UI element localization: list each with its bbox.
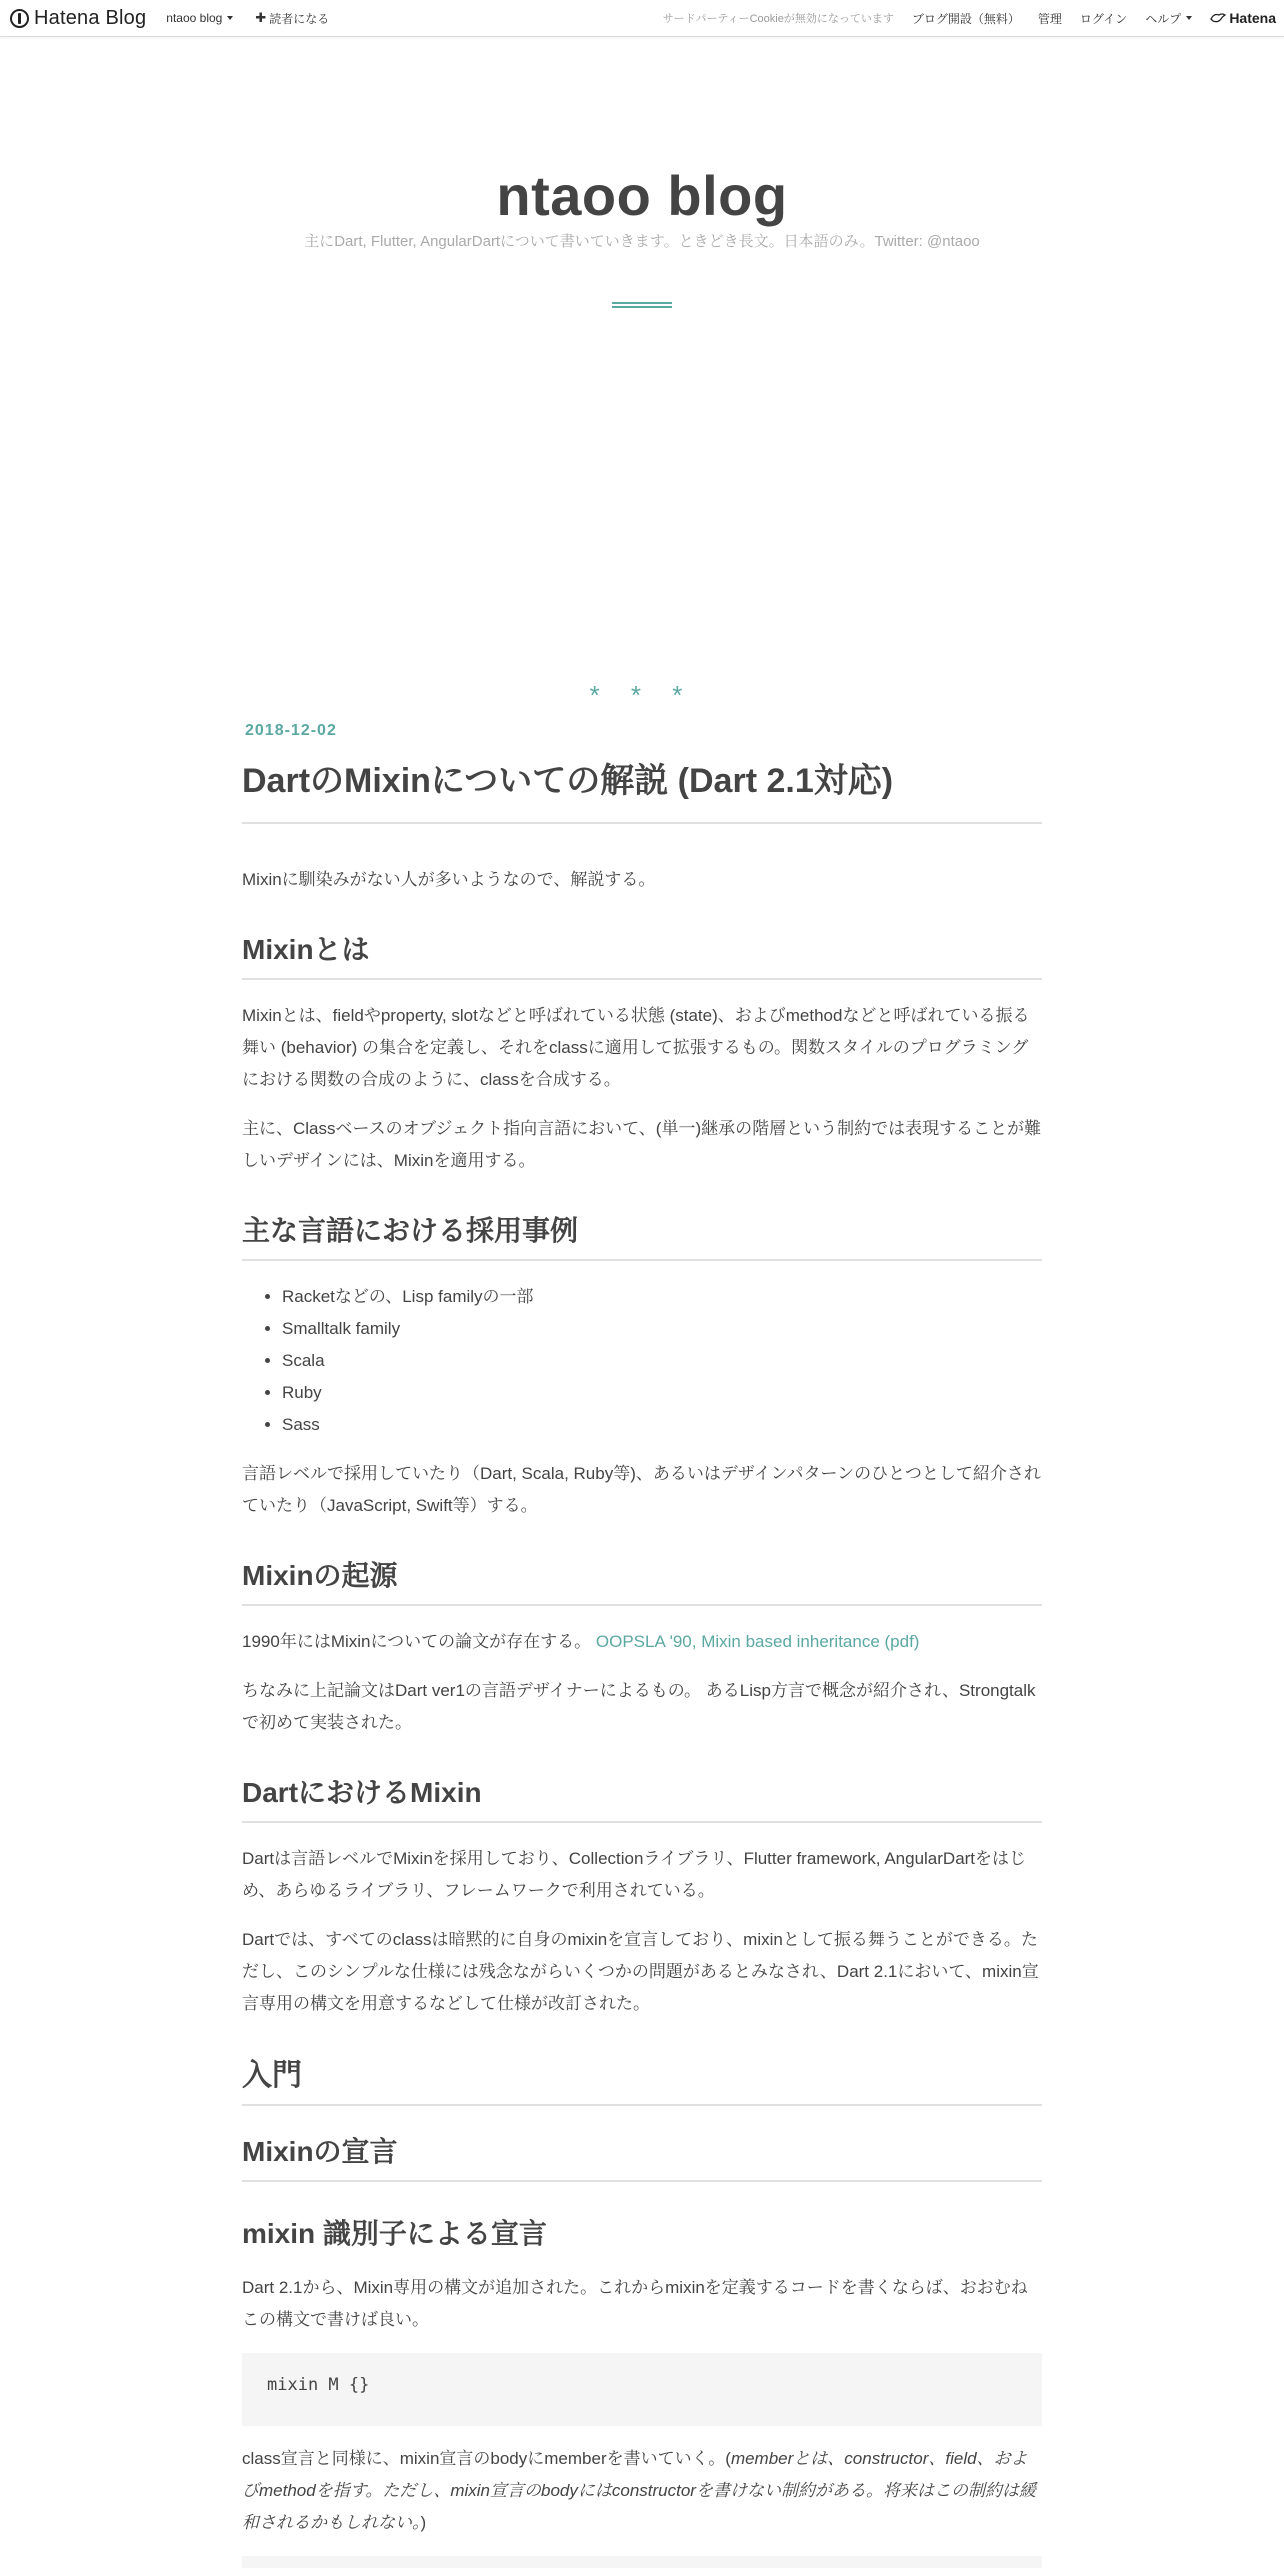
paragraph-text: 1990年にはMixinについての論文が存在する。: [242, 1632, 592, 1651]
entry-title[interactable]: DartのMixinについての解説 (Dart 2.1対応): [242, 753, 1042, 824]
hatena-blog-logo-icon: [10, 9, 29, 28]
plus-icon: ✚: [255, 10, 267, 25]
logo-text: Hatena Blog: [34, 6, 147, 29]
admin-link[interactable]: 管理: [1037, 11, 1062, 26]
article: [242, 718, 1042, 2568]
paragraph: [242, 2443, 1042, 2539]
code-block: mixin M {}: [242, 2353, 1042, 2426]
list-item: • Sass: [282, 1409, 1042, 1441]
subsection-heading: mixin 識別子による宣言: [242, 2218, 547, 2249]
subscribe-label: 読者になる: [269, 11, 330, 26]
cookie-notice[interactable]: サードパーティーCookieが無効になっています: [662, 13, 894, 25]
section-heading: 主な言語における採用事例: [242, 1209, 1042, 1261]
blog-menu-label: ntaoo blog: [166, 11, 223, 25]
paragraph-text: class宣言と同様に、mixin宣言のbodyにmemberを書いていく。(: [242, 2449, 731, 2468]
entry-body: [242, 864, 1042, 2568]
section-heading: Mixinの宣言: [242, 2130, 1042, 2182]
login-link[interactable]: ログイン: [1079, 11, 1128, 26]
paragraph: 言語レベルで採用していたり（Dart, Scala, Ruby等)、あるいはデザインパターンのひとつとして紹介されていたり（JavaScript, Swift等）する。: [242, 1464, 1041, 1515]
code-block: [242, 2556, 1042, 2568]
blog-menu-button[interactable]: [166, 11, 233, 25]
paragraph: Dartは言語レベルでMixinを採用しており、Collectionライブラリ、Flutter framework, AngularDartをはじめ、あらゆるライブラリ、フレームワークで利用されている。: [242, 1849, 1027, 1900]
paragraph: Dartでは、すべてのclassは暗黙的に自身のmixinを宣言しており、mixinとして振る舞うことができる。ただし、このシンプルな仕様には残念ながらいくつかの問題があるとみなされ、Dart 2.1において、mixin宣言専用の構文を用意するなどして仕様が改訂された。: [242, 1930, 1039, 2013]
section-heading: Mixinの起源: [242, 1554, 1042, 1606]
blog-description: 主にDart, Flutter, AngularDartについて書いていきます。ときどき長文。日本語のみ。Twitter: @ntaoo: [304, 233, 980, 250]
open-blog-link[interactable]: ブログ開設（無料）: [911, 11, 1020, 26]
section-heading: 入門: [242, 2050, 1042, 2106]
list-item: • Racketなどの、Lisp familyの一部: [282, 1281, 1042, 1313]
list-item: • Ruby: [282, 1377, 1042, 1409]
entry-date[interactable]: 2018-12-02: [245, 722, 337, 739]
hatena-label: Hatena: [1229, 10, 1276, 26]
list-item: • Scala: [282, 1345, 1042, 1377]
paragraph-text: ): [420, 2513, 427, 2532]
intro-paragraph: Mixinに馴染みがない人が多いようなので、解説する。: [242, 870, 656, 889]
language-list: [282, 1281, 1042, 1441]
paragraph: ちなみに上記論文はDart ver1の言語デザイナーによるもの。 あるLisp方言で概念が紹介され、Strongtalkで初めて実装された。: [242, 1681, 1036, 1732]
list-item: • Smalltalk family: [282, 1313, 1042, 1345]
hatena-link[interactable]: [1210, 10, 1276, 26]
blog-title[interactable]: ntaoo blog: [496, 164, 788, 227]
global-header: [0, 0, 1284, 37]
hatena-bird-icon: [1210, 12, 1226, 24]
hatena-blog-logo[interactable]: [10, 7, 146, 30]
section-heading: DartにおけるMixin: [242, 1771, 1042, 1823]
paragraph: [242, 1626, 1042, 1658]
help-menu-button[interactable]: [1145, 10, 1192, 27]
chevron-down-icon: [1186, 16, 1192, 20]
chevron-down-icon: [227, 16, 233, 20]
paper-link[interactable]: OOPSLA '90, Mixin based inheritance (pdf): [595, 1632, 920, 1651]
paragraph: Dart 2.1から、Mixin専用の構文が追加された。これからmixinを定義するコードを書くならば、おおむねこの構文で書けば良い。: [242, 2278, 1028, 2329]
help-label: ヘルプ: [1145, 11, 1182, 26]
paragraph: Mixinとは、fieldやproperty, slotなどと呼ばれている状態 (state)、およびmethodなどと呼ばれている振る舞い (behavior) の集合を定義し、それをclassに適用して拡張するもの。関数スタイルのプログラミングにおける関数の合成のように、classを合成する。: [242, 1006, 1030, 1089]
subscribe-button[interactable]: [255, 10, 329, 27]
paragraph: 主に、Classベースのオブジェクト指向言語において、(単一)継承の階層という制約では表現することが難しいデザインには、Mixinを適用する。: [242, 1119, 1042, 1170]
entry-separator: * * *: [589, 680, 695, 710]
section-heading: Mixinとは: [242, 928, 1042, 980]
emphasis-text: memberとは、constructor、field、およびmethodを指す。ただし、mixin宣言のbodyにはconstructorを書けない制約がある。将来はこの制約は緩和されるかもしれない。: [242, 2449, 1036, 2532]
header-divider: [612, 302, 672, 308]
